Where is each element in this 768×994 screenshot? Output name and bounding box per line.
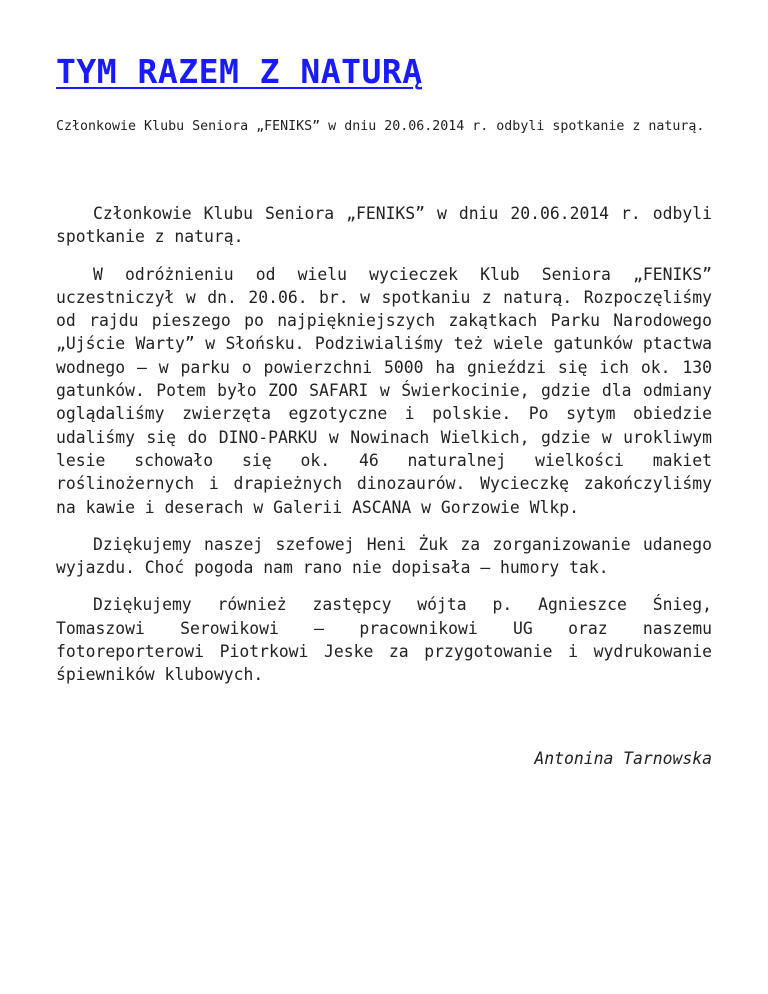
article-lead: Członkowie Klubu Seniora „FENIKS” w dniu 20.06.2014 r. odbyli spotkanie z naturą. <box>56 119 705 134</box>
article-body <box>56 202 712 687</box>
article-title-link[interactable]: TYM RAZEM Z NATURĄ <box>56 52 423 91</box>
article-paragraph: Dziękujemy również zastępcy wójta p. Agnieszce Śnieg, Tomaszowi Serowikowi – pracownikowi UG oraz naszemu fotoreporterowi Piotrkowi Jeske za przygotowanie i wydrukowanie śpiewników klubowych. <box>56 595 712 685</box>
article <box>56 50 712 770</box>
article-paragraph: Członkowie Klubu Seniora „FENIKS” w dniu 20.06.2014 r. odbyli spotkanie z naturą. <box>56 204 712 247</box>
article-paragraph: W odróżnieniu od wielu wycieczek Klub Seniora „FENIKS” uczestniczył w dn. 20.06. br. w spotkaniu z naturą. Rozpoczęliśmy od rajdu pieszego po najpiękniejszych zakątkach Parku Narodowego „Ujście Warty” w Słońsku. Podziwialiśmy też wiele gatunków ptactwa wodnego – w parku o powierzchni 5000 ha gnieździ się ich ok. 130 gatunków. Potem było ZOO SAFARI w Świerkocinie, gdzie dla odmiany oglądaliśmy zwierzęta egzotyczne i polskie. Po sytym obiedzie udaliśmy się do DINO-PARKU w Nowinach Wielkich, gdzie w urokliwym lesie schowało się ok. 46 naturalnej wielkości makiet roślinożernych i drapieżnych dinozaurów. Wycieczkę zakończyliśmy na kawie i deserach w Galerii ASCANA w Gorzowie Wlkp. <box>56 264 712 517</box>
article-paragraph: Dziękujemy naszej szefowej Heni Żuk za zorganizowanie udanego wyjazdu. Choć pogoda nam rano nie dopisała – humory tak. <box>56 534 712 578</box>
author-signature: Antonina Tarnowska <box>534 748 712 768</box>
